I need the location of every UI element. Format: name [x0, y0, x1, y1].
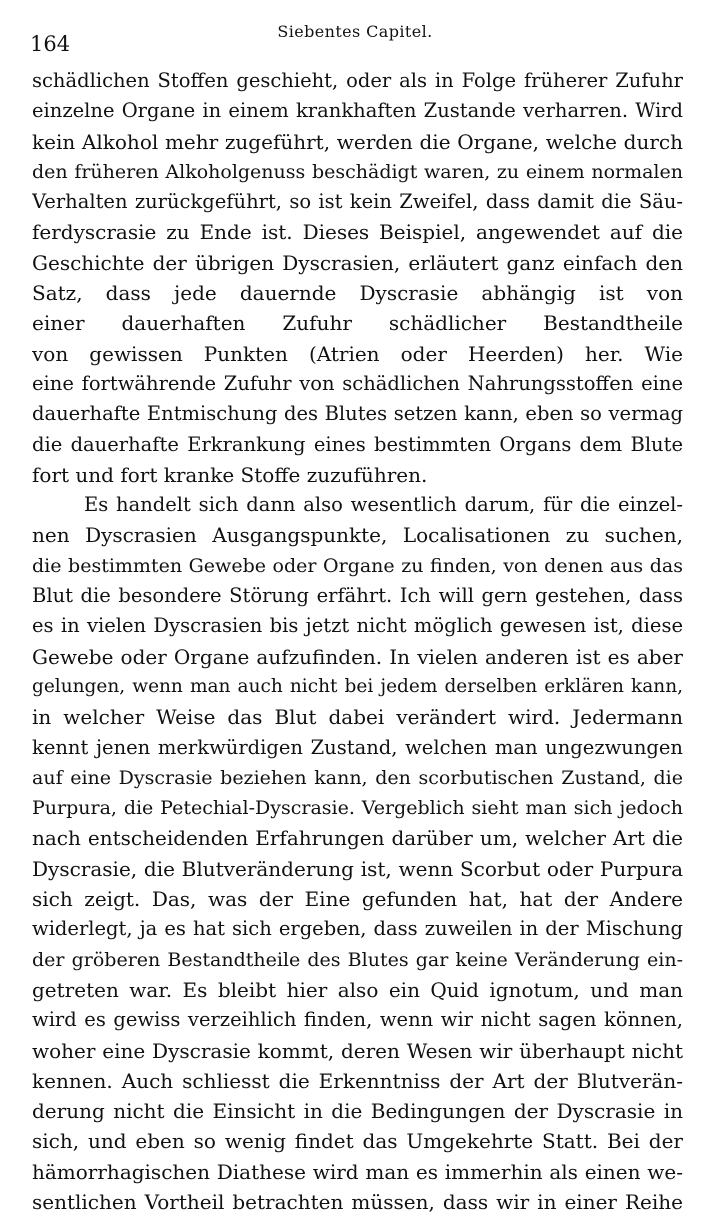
text-line: einer dauerhaften Zufuhr schädlicher Bestandtheile	[32, 311, 683, 336]
running-head	[30, 22, 680, 56]
text-line: Satz, dass jede dauernde Dyscrasie abhängig ist von	[32, 281, 683, 306]
text-line: Dyscrasie, die Blutveränderung ist, wenn Scorbut oder Purpura	[32, 856, 683, 881]
text-line: woher eine Dyscrasie kommt, deren Wesen wir überhaupt nicht	[32, 1038, 683, 1063]
text-line: eine fortwährende Zufuhr von schädlichen Nahrungsstoffen eine	[32, 371, 683, 395]
text-line: wird es gewiss verzeihlich finden, wenn wir nicht sagen können,	[32, 1008, 683, 1032]
text-line: schädlichen Stoffen geschieht, oder als in Folge früherer Zufuhr	[32, 69, 683, 92]
chapter-title: Siebentes Capitel.	[277, 22, 433, 41]
text-line: kein Alkohol mehr zugeführt, werden die Organe, welche durch	[32, 129, 683, 154]
text-line: auf eine Dyscrasie beziehen kann, den scorbutischen Zustand, die	[32, 766, 683, 789]
body-text	[32, 66, 683, 1217]
text-line: Es handelt sich dann also wesentlich darum, für die einzel-	[84, 493, 683, 517]
text-line: nach entscheidenden Erfahrungen darüber um, welcher Art die	[32, 826, 683, 851]
text-line: die bestimmten Gewebe oder Organe zu finden, von denen aus das	[32, 554, 683, 577]
text-line: der gröberen Bestandtheile des Blutes gar keine Veränderung ein-	[32, 948, 683, 971]
text-line: Geschichte der übrigen Dyscrasien, erläutert ganz einfach den	[32, 250, 683, 275]
text-line: ferdyscrasie zu Ende ist. Dieses Beispiel, angewendet auf die	[32, 220, 683, 245]
text-line: Purpura, die Petechial-Dyscrasie. Vergeblich sieht man sich jedoch	[32, 797, 683, 820]
text-line: hämorrhagischen Diathese wird man es immerhin als einen we-	[32, 1159, 683, 1184]
text-line: dauerhafte Entmischung des Blutes setzen kann, eben so vermag	[32, 402, 683, 426]
text-line: sentlichen Vortheil betrachten müssen, dass wir in einer Reihe	[32, 1189, 683, 1214]
text-line: kennt jenen merkwürdigen Zustand, welchen man ungezwungen	[32, 735, 683, 759]
text-line: widerlegt, ja es hat sich ergeben, dass zuweilen in der Mischung	[32, 917, 683, 941]
text-line: fort und fort kranke Stoffe zuzuführen.	[32, 462, 428, 487]
text-line: in welcher Weise das Blut dabei verändert wird. Jedermann	[32, 705, 683, 730]
text-line: von gewissen Punkten (Atrien oder Heerden) her. Wie	[32, 341, 683, 366]
text-line: gelungen, wenn man auch nicht bei jedem derselben erklären kann,	[32, 675, 683, 697]
text-line: die dauerhafte Erkrankung eines bestimmten Organs dem Blute	[32, 432, 683, 456]
text-line: derung nicht die Einsicht in die Bedingungen der Dyscrasie in	[32, 1099, 683, 1124]
text-line: sich, und eben so wenig findet das Umgekehrte Statt. Bei der	[32, 1129, 683, 1154]
text-line: Verhalten zurückgeführt, so ist kein Zweifel, dass damit die Säu-	[32, 190, 683, 214]
text-line: den früheren Alkoholgenuss beschädigt waren, zu einem normalen	[32, 160, 683, 183]
text-line: nen Dyscrasien Ausgangspunkte, Localisationen zu suchen,	[32, 523, 683, 548]
text-line: getreten war. Es bleibt hier also ein Quid ignotum, und man	[32, 977, 683, 1002]
page-number: 164	[30, 32, 71, 56]
text-line: sich zeigt. Das, was der Eine gefunden hat, hat der Andere	[32, 887, 683, 912]
text-line: kennen. Auch schliesst die Erkenntniss der Art der Blutverän-	[32, 1068, 683, 1093]
text-line: Gewebe oder Organe aufzufinden. In vielen anderen ist es aber	[32, 644, 683, 669]
text-line: es in vielen Dyscrasien bis jetzt nicht möglich gewesen ist, diese	[32, 614, 683, 638]
text-line: einzelne Organe in einem krankhaften Zustande verharren. Wird	[32, 99, 683, 123]
text-line: Blut die besondere Störung erfährt. Ich will gern gestehen, dass	[32, 584, 683, 608]
